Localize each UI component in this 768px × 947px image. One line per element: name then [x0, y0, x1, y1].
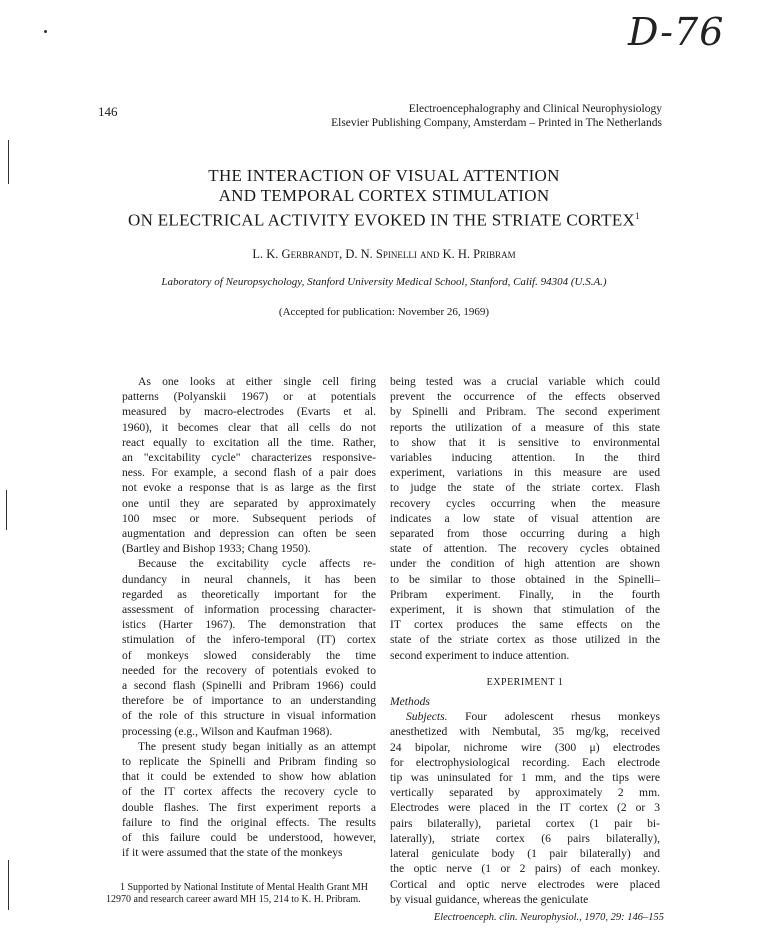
handwritten-label: D-76: [628, 10, 725, 54]
text-line: of monkeys slowed considerably the time: [122, 648, 376, 662]
text-line: variables inducing attention. In the third: [390, 451, 660, 465]
text-line: recovery cycles occurring when the measure: [390, 496, 660, 510]
text-line: reports the utilization of a measure of this state: [390, 420, 660, 434]
text-line: state of attention. The recovery cycles obtained: [390, 542, 660, 556]
text-line: 100 msec or more. Subsequent periods of: [122, 511, 376, 525]
text-line: (Bartley and Bishop 1933; Chang 1950).: [122, 542, 311, 556]
text-line: pairs bilaterally), parietal cortex (1 pair bi-: [390, 816, 660, 830]
affiliation: Laboratory of Neuropsychology, Stanford University Medical School, Stanford, Calif. 94304 (U.S.A.): [161, 276, 607, 288]
journal-name: Electroencephalography and Clinical Neurophysiology: [408, 103, 662, 115]
right-column: [390, 374, 660, 907]
text-line: 1960), it becomes clear that all cells do not: [122, 420, 376, 434]
paragraph-1: [106, 374, 376, 556]
text-line: react equally to excitation all the time. Rather,: [122, 435, 376, 449]
scan-mark: [6, 490, 7, 530]
text-line: tip was uninsulated for 1 mm, and the tips were: [390, 771, 660, 785]
text-line: regarded as theoretically important for the: [122, 587, 376, 601]
text-line: Cortical and optic nerve electrodes were placed: [390, 877, 660, 891]
text-line: being tested was a crucial variable which could: [390, 375, 660, 388]
text-line: to be similar to those obtained in the Spinelli–: [390, 572, 660, 586]
text-line: for electrophysiological recording. Each electrode: [390, 755, 660, 769]
text-line: by visual guidance, whereas the geniculate: [390, 892, 589, 906]
text-line: double flashes. The first experiment reports a: [122, 800, 376, 814]
title-line-2: AND TEMPORAL CORTEX STIMULATION: [218, 186, 550, 205]
text-line: IT cortex produces the same effects on the: [390, 618, 660, 632]
title-footnote-marker: 1: [635, 211, 640, 221]
subjects-text: Four adolescent rhesus monkeys: [465, 710, 661, 724]
text-line: of the IT cortex affects the recovery cycle to: [122, 785, 376, 799]
text-line: anesthetized with Nembutal, 35 mg/kg, received: [390, 725, 660, 739]
methods-heading: Methods: [390, 695, 430, 709]
text-line: processing (e.g., Wilson and Kaufman 1968).: [122, 724, 333, 738]
text-line: indicates a low state of visual attention are: [390, 511, 660, 525]
text-line: ness. For example, a second flash of a pair does: [122, 466, 376, 480]
text-line: vertically separated by approximately 2 mm.: [390, 786, 660, 800]
paragraph-5: [390, 709, 660, 907]
text-line: dundancy in neural channels, it has been: [122, 572, 376, 586]
text-line: by Spinelli and Pribram. The second experiment: [390, 405, 660, 419]
text-line: istics (Harter 1967). The demonstration that: [122, 618, 376, 632]
paragraph-3: [106, 739, 376, 861]
text-line: patterns (Polyanskii 1967) or at potentials: [122, 390, 376, 404]
accepted-date: (Accepted for publication: November 26, 1969): [278, 306, 490, 318]
citation-footer: Electroenceph. clin. Neurophysiol., 1970, 29: 146–155: [433, 912, 664, 923]
title-line-3: [0, 206, 768, 231]
text-line: that it could be extended to show how ablation: [122, 770, 376, 784]
article-title: [0, 166, 768, 231]
footnote: [106, 882, 376, 906]
text-line: Electrodes were placed in the IT cortex (2 or 3: [390, 801, 660, 815]
title-line-3-text: ON ELECTRICAL ACTIVITY EVOKED IN THE STRIATE CORTEX: [128, 210, 636, 230]
text-line: As one looks at either single cell firing: [138, 375, 376, 388]
text-line: Pribram experiment. Finally, in the fourth: [390, 587, 660, 601]
text-line: Because the excitability cycle affects re-: [138, 557, 376, 571]
text-line: experiment, variations in this measure are used: [390, 466, 660, 480]
text-line: [390, 709, 660, 724]
text-line: to show that it is sensitive to environmental: [390, 435, 660, 449]
text-line: if it were assumed that the state of the monkeys: [122, 846, 343, 860]
journal-header: [331, 102, 662, 130]
text-line: failure to find the original effects. The results: [122, 815, 376, 829]
text-line: laterally), striate cortex (6 pairs bilaterally),: [390, 831, 660, 845]
publisher-line: Elsevier Publishing Company, Amsterdam – Printed in The Netherlands: [331, 117, 662, 129]
left-column: [106, 374, 376, 861]
paragraph-4: [390, 374, 660, 663]
text-line: to replicate the Spinelli and Pribram finding so: [122, 755, 376, 769]
experiment-heading: EXPERIMENT 1: [486, 676, 564, 688]
title-line-1: THE INTERACTION OF VISUAL ATTENTION: [208, 166, 560, 185]
authors: L. K. Gerbrandt, D. N. Spinelli and K. H. Pribram: [252, 247, 516, 261]
text-line: an "excitability cycle" characterizes responsive-: [122, 451, 376, 465]
text-line: state of the striate cortex as those utilized in the: [390, 633, 660, 647]
text-line: experiment, it is shown that stimulation of the: [390, 603, 660, 617]
text-line: lateral geniculate body (1 pair bilaterally) and: [390, 847, 660, 861]
scan-mark: [44, 30, 47, 33]
text-line: under the condition of high attention are shown: [390, 557, 660, 571]
text-line: a second flash (Spinelli and Pribram 1966) could: [122, 679, 376, 693]
text-line: The present study began initially as an attempt: [138, 739, 376, 753]
text-line: not evoke a response that is as large as the first: [122, 481, 376, 495]
scan-mark: [8, 860, 9, 910]
page-number: 146: [98, 104, 118, 119]
text-line: augmentation and depression can often be seen: [122, 527, 376, 541]
text-line: second experiment to induce attention.: [390, 648, 570, 662]
text-line: measured by macro-electrodes (Evarts et al.: [122, 405, 376, 419]
text-line: stimulation of the infero-temporal (IT) cortex: [122, 633, 376, 647]
text-line: prevent the occurrence of the effects observed: [390, 390, 660, 404]
footnote-text: 1 Supported by National Institute of Mental Health Grant MH 12970 and research career award MH 15, 214 to K. H. Pribram.: [106, 882, 369, 905]
text-line: the optic nerve (1 or 2 pairs) of each monkey.: [390, 862, 660, 876]
paragraph-2: [106, 556, 376, 738]
text-line: to judge the state of the striate cortex. Flash: [390, 481, 660, 495]
text-line: needed for the recovery of potentials evoked to: [122, 663, 376, 677]
text-line: one until they are separated by approximately: [122, 496, 376, 510]
text-line: separated from those occurring during a high: [390, 527, 660, 541]
text-line: therefore be of importance to an understanding: [122, 694, 376, 708]
text-line: of the role of this structure in visual information: [122, 709, 376, 723]
text-line: of this failure could be understood, however,: [122, 831, 376, 845]
text-line: 24 bipolar, nichrome wire (300 μ) electrodes: [390, 740, 660, 754]
subjects-label: Subjects.: [406, 710, 466, 724]
text-line: assessment of information processing character-: [122, 603, 376, 617]
